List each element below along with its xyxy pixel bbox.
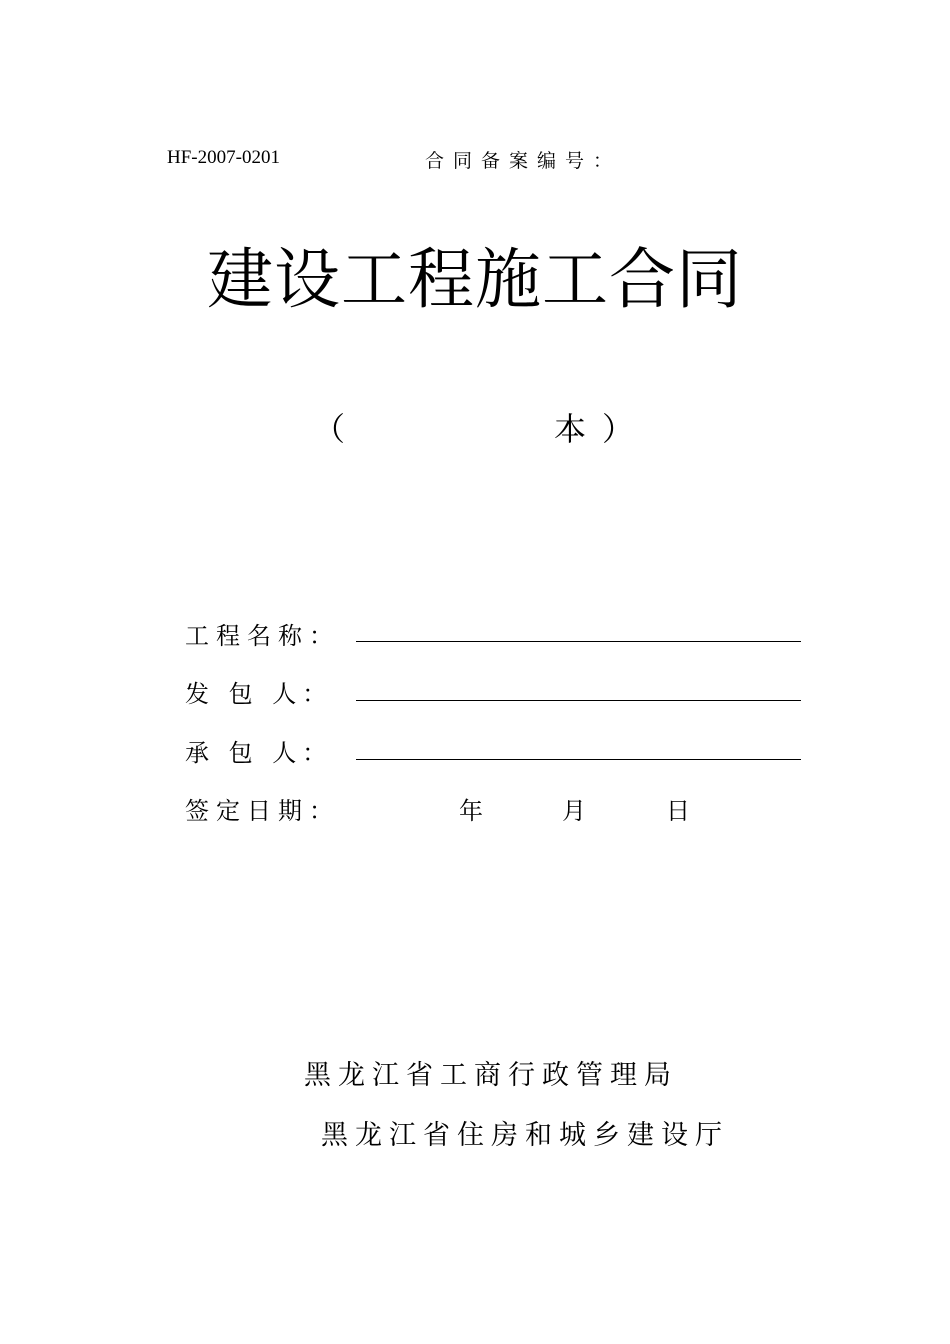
- contractor-label: 承 包 人：: [185, 739, 333, 767]
- copy-paren-open: （: [313, 410, 346, 448]
- filing-number-label: 合同备案编号：: [425, 150, 622, 172]
- employer-label: 发 包 人：: [185, 680, 333, 708]
- sign-date-day: 日: [666, 797, 690, 825]
- issuer-1: 黑龙江省工商行政管理局: [304, 1060, 678, 1091]
- copy-paren-close: ）: [602, 410, 635, 448]
- issuer-2: 黑龙江省住房和城乡建设厅: [321, 1120, 729, 1151]
- sign-date-label: 签定日期：: [185, 797, 340, 825]
- copy-label: 本: [554, 410, 587, 448]
- sign-date-year: 年: [459, 797, 483, 825]
- contractor-field[interactable]: [356, 759, 801, 760]
- employer-field[interactable]: [356, 700, 801, 701]
- form-code: HF-2007-0201: [167, 147, 280, 168]
- project-name-field[interactable]: [356, 641, 801, 642]
- project-name-label: 工程名称：: [185, 622, 340, 650]
- document-title: 建设工程施工合同: [207, 241, 743, 318]
- sign-date-month: 月: [562, 797, 586, 825]
